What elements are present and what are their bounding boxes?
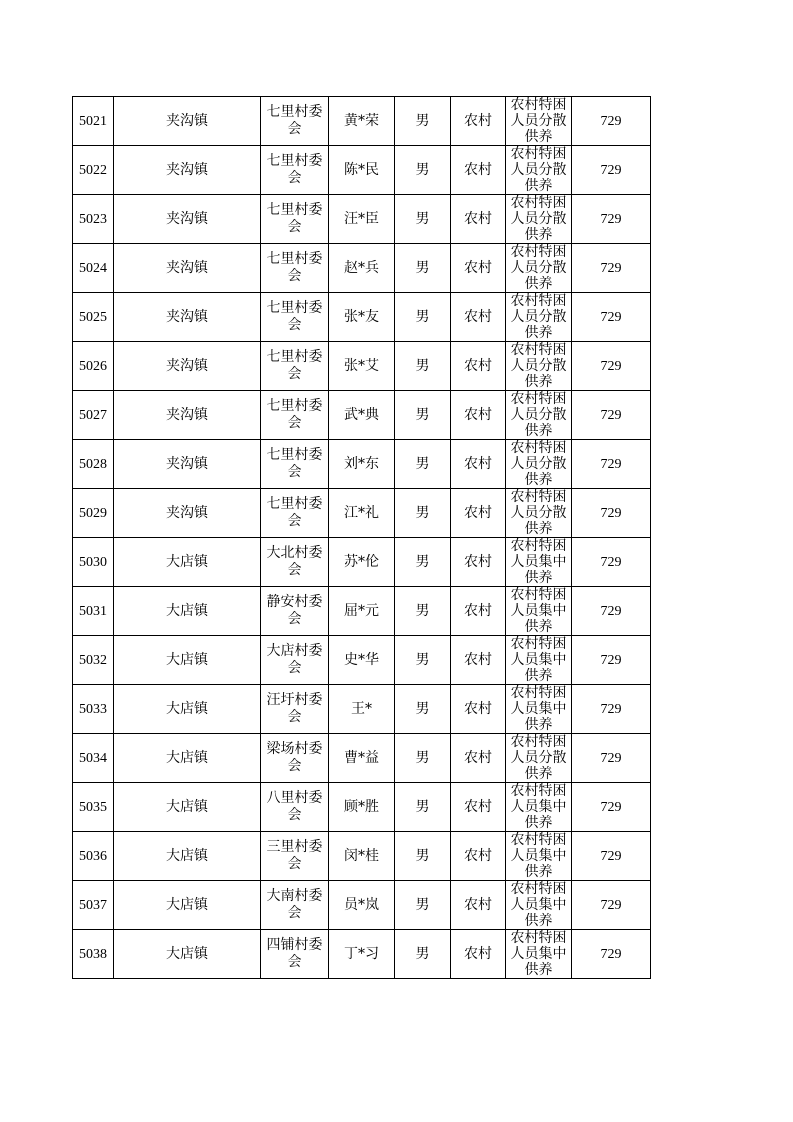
cell-town: 大店镇	[114, 685, 261, 734]
cell-gender: 男	[395, 783, 451, 832]
cell-area: 农村	[451, 538, 506, 587]
cell-amount: 729	[572, 293, 651, 342]
cell-village-text: 七里村委会	[266, 104, 323, 137]
cell-id: 5032	[73, 636, 114, 685]
cell-village-text: 七里村委会	[266, 398, 323, 431]
cell-name: 黄*荣	[329, 97, 395, 146]
cell-village	[261, 489, 329, 538]
cell-type	[506, 832, 572, 881]
cell-town: 大店镇	[114, 538, 261, 587]
cell-village	[261, 685, 329, 734]
cell-area: 农村	[451, 97, 506, 146]
cell-village	[261, 783, 329, 832]
cell-village	[261, 832, 329, 881]
cell-village	[261, 538, 329, 587]
cell-town: 大店镇	[114, 587, 261, 636]
cell-type-text: 农村特困人员集中供养	[510, 832, 567, 880]
cell-type-text: 农村特困人员分散供养	[510, 146, 567, 194]
cell-type-text: 农村特困人员集中供养	[510, 636, 567, 684]
cell-gender: 男	[395, 195, 451, 244]
cell-village-text: 大北村委会	[266, 545, 323, 578]
cell-area: 农村	[451, 195, 506, 244]
cell-gender: 男	[395, 881, 451, 930]
cell-village	[261, 881, 329, 930]
cell-area: 农村	[451, 636, 506, 685]
cell-gender: 男	[395, 489, 451, 538]
cell-village-text: 八里村委会	[266, 790, 323, 823]
cell-name: 陈*民	[329, 146, 395, 195]
cell-town: 夹沟镇	[114, 293, 261, 342]
cell-type	[506, 244, 572, 293]
cell-village	[261, 636, 329, 685]
cell-type-text: 农村特困人员分散供养	[510, 391, 567, 439]
cell-id: 5024	[73, 244, 114, 293]
cell-amount: 729	[572, 734, 651, 783]
cell-name: 张*艾	[329, 342, 395, 391]
cell-area: 农村	[451, 832, 506, 881]
table-row	[73, 685, 651, 734]
cell-id: 5035	[73, 783, 114, 832]
cell-id: 5023	[73, 195, 114, 244]
cell-village-text: 三里村委会	[266, 839, 323, 872]
cell-amount: 729	[572, 930, 651, 979]
table-row	[73, 342, 651, 391]
cell-area: 农村	[451, 783, 506, 832]
cell-id: 5029	[73, 489, 114, 538]
cell-village-text: 七里村委会	[266, 202, 323, 235]
cell-type	[506, 342, 572, 391]
cell-id: 5026	[73, 342, 114, 391]
cell-area: 农村	[451, 587, 506, 636]
cell-id: 5030	[73, 538, 114, 587]
cell-town: 夹沟镇	[114, 342, 261, 391]
cell-area: 农村	[451, 440, 506, 489]
table-body	[73, 97, 651, 979]
cell-type	[506, 293, 572, 342]
cell-village-text: 梁场村委会	[266, 741, 323, 774]
cell-village	[261, 146, 329, 195]
cell-village-text: 大南村委会	[266, 888, 323, 921]
cell-amount: 729	[572, 636, 651, 685]
cell-type	[506, 195, 572, 244]
cell-amount: 729	[572, 538, 651, 587]
cell-village-text: 七里村委会	[266, 349, 323, 382]
table-row	[73, 146, 651, 195]
table-row	[73, 538, 651, 587]
cell-village-text: 静安村委会	[266, 594, 323, 627]
cell-name: 汪*臣	[329, 195, 395, 244]
cell-village-text: 七里村委会	[266, 251, 323, 284]
cell-id: 5037	[73, 881, 114, 930]
cell-amount: 729	[572, 489, 651, 538]
cell-gender: 男	[395, 930, 451, 979]
cell-name: 赵*兵	[329, 244, 395, 293]
cell-town: 大店镇	[114, 783, 261, 832]
cell-area: 农村	[451, 244, 506, 293]
cell-town: 大店镇	[114, 930, 261, 979]
cell-id: 5027	[73, 391, 114, 440]
cell-name: 曹*益	[329, 734, 395, 783]
cell-area: 农村	[451, 930, 506, 979]
cell-town: 夹沟镇	[114, 489, 261, 538]
cell-id: 5022	[73, 146, 114, 195]
table-row	[73, 930, 651, 979]
cell-type	[506, 685, 572, 734]
cell-gender: 男	[395, 685, 451, 734]
cell-town: 夹沟镇	[114, 440, 261, 489]
table-row	[73, 587, 651, 636]
table-row	[73, 97, 651, 146]
cell-type	[506, 146, 572, 195]
cell-village	[261, 293, 329, 342]
cell-id: 5036	[73, 832, 114, 881]
cell-type	[506, 734, 572, 783]
cell-type	[506, 97, 572, 146]
cell-type	[506, 881, 572, 930]
cell-name: 闵*桂	[329, 832, 395, 881]
cell-village-text: 七里村委会	[266, 447, 323, 480]
table-row	[73, 489, 651, 538]
cell-town: 夹沟镇	[114, 97, 261, 146]
cell-village	[261, 930, 329, 979]
table-row	[73, 440, 651, 489]
cell-gender: 男	[395, 538, 451, 587]
cell-area: 农村	[451, 881, 506, 930]
cell-name: 苏*伦	[329, 538, 395, 587]
cell-type	[506, 489, 572, 538]
cell-id: 5025	[73, 293, 114, 342]
cell-village	[261, 440, 329, 489]
cell-id: 5031	[73, 587, 114, 636]
cell-village	[261, 342, 329, 391]
cell-village-text: 七里村委会	[266, 496, 323, 529]
cell-gender: 男	[395, 636, 451, 685]
cell-town: 夹沟镇	[114, 146, 261, 195]
cell-village-text: 大店村委会	[266, 643, 323, 676]
cell-name: 顾*胜	[329, 783, 395, 832]
cell-gender: 男	[395, 391, 451, 440]
cell-village-text: 七里村委会	[266, 300, 323, 333]
table-row	[73, 293, 651, 342]
cell-village	[261, 97, 329, 146]
cell-name: 江*礼	[329, 489, 395, 538]
cell-town: 夹沟镇	[114, 244, 261, 293]
cell-name: 张*友	[329, 293, 395, 342]
cell-id: 5038	[73, 930, 114, 979]
cell-village	[261, 391, 329, 440]
cell-type-text: 农村特困人员集中供养	[510, 881, 567, 929]
cell-town: 大店镇	[114, 636, 261, 685]
cell-name: 刘*东	[329, 440, 395, 489]
cell-amount: 729	[572, 685, 651, 734]
cell-area: 农村	[451, 293, 506, 342]
cell-name: 屈*元	[329, 587, 395, 636]
cell-town: 大店镇	[114, 734, 261, 783]
cell-type-text: 农村特困人员分散供养	[510, 489, 567, 537]
cell-village	[261, 734, 329, 783]
cell-type-text: 农村特困人员分散供养	[510, 97, 567, 145]
cell-gender: 男	[395, 440, 451, 489]
cell-type	[506, 636, 572, 685]
table-row	[73, 783, 651, 832]
cell-amount: 729	[572, 881, 651, 930]
table-row	[73, 881, 651, 930]
cell-gender: 男	[395, 587, 451, 636]
cell-type	[506, 391, 572, 440]
cell-type	[506, 930, 572, 979]
cell-amount: 729	[572, 440, 651, 489]
cell-name: 武*典	[329, 391, 395, 440]
cell-type-text: 农村特困人员集中供养	[510, 930, 567, 978]
cell-amount: 729	[572, 587, 651, 636]
cell-gender: 男	[395, 342, 451, 391]
cell-name: 史*华	[329, 636, 395, 685]
table-row	[73, 832, 651, 881]
table-row	[73, 391, 651, 440]
cell-name: 丁*习	[329, 930, 395, 979]
cell-id: 5028	[73, 440, 114, 489]
cell-village	[261, 195, 329, 244]
cell-type-text: 农村特困人员分散供养	[510, 244, 567, 292]
cell-id: 5034	[73, 734, 114, 783]
table-row	[73, 195, 651, 244]
cell-village-text: 汪圩村委会	[266, 692, 323, 725]
cell-town: 夹沟镇	[114, 391, 261, 440]
cell-amount: 729	[572, 195, 651, 244]
cell-id: 5021	[73, 97, 114, 146]
cell-area: 农村	[451, 489, 506, 538]
table-row	[73, 244, 651, 293]
cell-type	[506, 587, 572, 636]
cell-amount: 729	[572, 783, 651, 832]
cell-type-text: 农村特困人员分散供养	[510, 293, 567, 341]
cell-type-text: 农村特困人员分散供养	[510, 440, 567, 488]
cell-town: 大店镇	[114, 881, 261, 930]
cell-village	[261, 244, 329, 293]
cell-gender: 男	[395, 97, 451, 146]
cell-area: 农村	[451, 734, 506, 783]
cell-name: 王*	[329, 685, 395, 734]
cell-type-text: 农村特困人员分散供养	[510, 195, 567, 243]
cell-type-text: 农村特困人员集中供养	[510, 783, 567, 831]
cell-village-text: 四铺村委会	[266, 937, 323, 970]
cell-amount: 729	[572, 244, 651, 293]
cell-gender: 男	[395, 734, 451, 783]
cell-amount: 729	[572, 342, 651, 391]
cell-area: 农村	[451, 685, 506, 734]
cell-village-text: 七里村委会	[266, 153, 323, 186]
cell-name: 员*岚	[329, 881, 395, 930]
table-row	[73, 636, 651, 685]
cell-gender: 男	[395, 293, 451, 342]
cell-amount: 729	[572, 97, 651, 146]
cell-type-text: 农村特困人员集中供养	[510, 538, 567, 586]
cell-type-text: 农村特困人员集中供养	[510, 587, 567, 635]
cell-village	[261, 587, 329, 636]
cell-amount: 729	[572, 832, 651, 881]
cell-gender: 男	[395, 244, 451, 293]
cell-gender: 男	[395, 832, 451, 881]
cell-town: 大店镇	[114, 832, 261, 881]
cell-gender: 男	[395, 146, 451, 195]
cell-area: 农村	[451, 342, 506, 391]
cell-amount: 729	[572, 391, 651, 440]
beneficiary-table	[72, 96, 651, 979]
cell-area: 农村	[451, 391, 506, 440]
cell-type	[506, 440, 572, 489]
cell-type-text: 农村特困人员集中供养	[510, 685, 567, 733]
cell-type	[506, 538, 572, 587]
cell-id: 5033	[73, 685, 114, 734]
cell-type	[506, 783, 572, 832]
cell-area: 农村	[451, 146, 506, 195]
cell-type-text: 农村特困人员分散供养	[510, 734, 567, 782]
cell-amount: 729	[572, 146, 651, 195]
cell-town: 夹沟镇	[114, 195, 261, 244]
table-row	[73, 734, 651, 783]
cell-type-text: 农村特困人员分散供养	[510, 342, 567, 390]
